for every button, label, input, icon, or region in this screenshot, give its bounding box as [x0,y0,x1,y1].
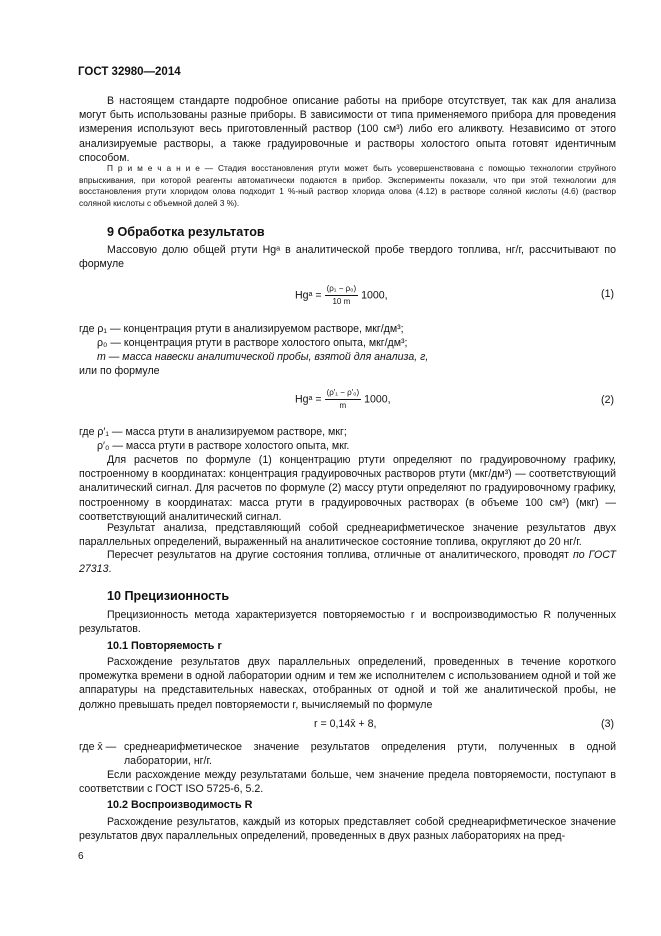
formula-2-tail: 1000, [364,393,391,406]
formula-1-tail: 1000, [361,289,388,302]
page-number: 6 [78,851,84,862]
formula-3-number: (3) [601,718,614,730]
definition-rho1-prime: где ρ′₁ — масса ртути в анализируемом растворе, мкг; [79,426,347,438]
definition-rho1: где ρ₁ — концентрация ртути в анализируемом растворе, мкг/дм³; [79,323,404,335]
section-9-lead: Массовую долю общей ртути Hgᵃ в аналитической пробе твердого топлива, нг/г, рассчитывают по формуле [79,244,616,271]
formula-2-numerator: (ρ′₁ − ρ′₀) [325,387,362,400]
subsection-10-1-after: Если расхождение между результатами больше, чем значение предела повторяемости, поступают в соответствии с ГОСТ ISO 5725-6, 5.2. [79,769,616,796]
formula-1-number: (1) [601,288,614,300]
or-formula: или по формуле [79,365,160,377]
formula-2 [295,387,391,412]
note-paragraph: П р и м е ч а н и е — Стадия восстановления ртути может быть усовершенствована с помощью технологии струйного впрыскивания, при которой реагенты автоматически подаются в прибор. Эксперименты показали, что при этой технологии для восстановления ртути хлоридом олова подходит 1 %-ный раствор хлорида олова (4.12) в растворе соляной кислоты (4.6) (раствор соляной кислоты с объемной долей 3 %). [79,163,616,209]
section-9-para-2: Для расчетов по формуле (1) концентрацию ртути определяют по градуировочному графику, построенному в координатах: концентрация градуировочных растворов ртути (мкг/дм³) — соответствующий аналитический сигнал. Для расчетов по формуле (2) массу ртути определяют по градуировочному графику, построенному в координатах: масса ртути в градуировочных растворах (в объеме 100 см³) (мкг) — соответствующий аналитический сигнал. [79,454,616,523]
intro-paragraph: В настоящем стандарте подробное описание работы на приборе отсутствует, так как для анализа могут быть использованы разные приборы. В зависимости от типа применяемого прибора для проведения измерения используют весь приготовленный раствор (100 см³) либо его аликвоту. Независимо от этого анализируемые растворы, а также градуировочные и растворы холостого опыта готовят идентичным способом. [79,95,616,164]
definition-rho0: ρ₀ — концентрация ртути в растворе холостого опыта, мкг/дм³; [97,337,408,349]
document-header: ГОСТ 32980—2014 [78,66,181,78]
formula-2-denominator: m [339,401,347,410]
subsection-10-2-text: Расхождение результатов, каждый из которых представляет собой среднеарифметическое значение результатов двух параллельных определений, проведенных в двух разных лабораториях на пред- [79,816,616,843]
definition-xbar-label: где x̄ — [79,741,117,753]
formula-2-number: (2) [601,394,614,406]
section-9-para-3: Результат анализа, представляющий собой среднеарифметическое значение результатов двух параллельных определений, выраженный на аналитическое состояние топлива, округляют до 20 нг/г. [79,522,616,549]
definition-m: m — масса навески аналитической пробы, взятой для анализа, г, [97,351,429,363]
subsection-10-1-heading: 10.1 Повторяемость r [107,640,222,652]
formula-1-numerator: (ρ₁ − ρ₀) [325,283,359,296]
subsection-10-2-heading: 10.2 Воспроизводимость R [107,799,253,811]
formula-3: r = 0,14x̄ + 8, [314,718,377,730]
formula-1-fraction [325,283,359,308]
gost-27313-reference: по ГОСТ 27313 [79,549,616,576]
formula-2-lhs: Hgᵃ = [295,393,322,406]
definition-xbar-text: среднеарифметическое значение результатов определения ртути, полученных в одной лаборатории, нг/г. [124,741,616,768]
formula-1-denominator: 10 m [332,297,351,306]
formula-2-fraction [325,387,362,412]
section-9-heading: 9 Обработка результатов [107,225,265,239]
subsection-10-1-text: Расхождение результатов двух параллельных определений, проведенных в течение короткого промежутка времени в одной лаборатории одним и тем же исполнителем с использованием одной и той же аппаратуры на представительных навесках, отобранных от одной и той же аналитической пробы, не должно превышать предел повторяемости r, вычисляемый по формуле [79,656,616,711]
section-9-para-4: Пересчет результатов на другие состояния топлива, отличные от аналитического, проводят по ГОСТ 27313. [79,549,616,576]
section-10-lead: Прецизионность метода характеризуется повторяемостью r и воспроизводимостью R полученных результатов. [79,609,616,636]
formula-1-lhs: Hgᵃ = [295,289,322,302]
section-10-heading: 10 Прецизионность [107,589,230,603]
definition-rho0-prime: ρ′₀ — масса ртути в растворе холостого опыта, мкг. [97,440,350,452]
formula-1 [295,283,388,308]
